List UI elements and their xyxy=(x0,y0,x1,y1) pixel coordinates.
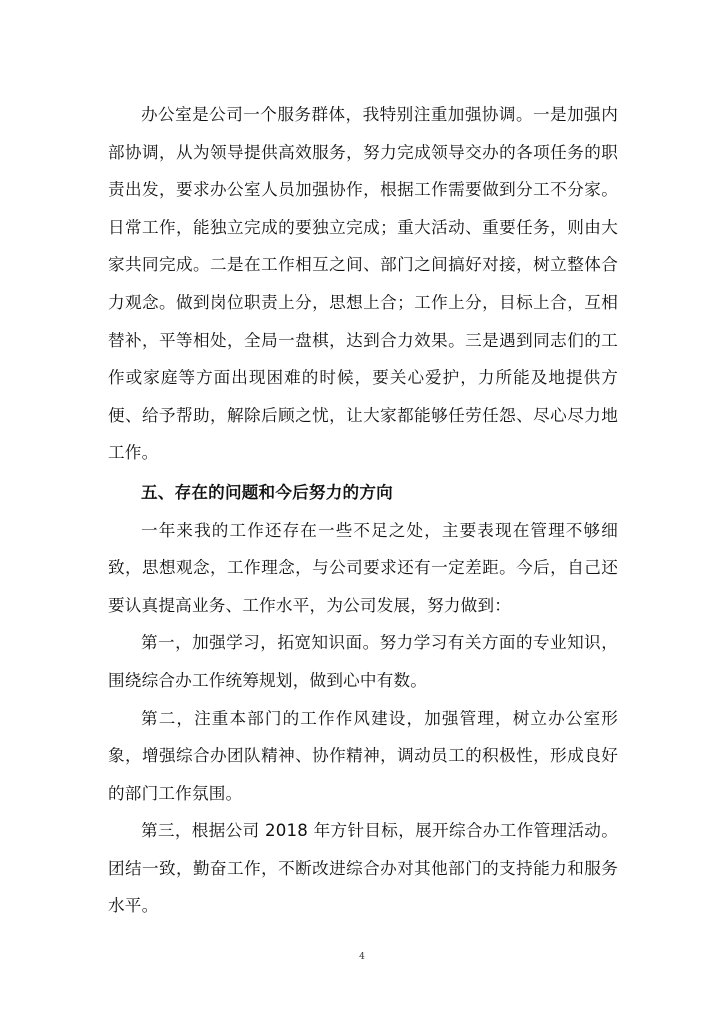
paragraph-item-third: 第三，根据公司 2018 年方针目标，展开综合办工作管理活动。团结一致，勤奋工作，不断改进综合办对其他部门的支持能力和服务水平。 xyxy=(108,821,618,916)
section-heading: 五、存在的问题和今后努力的方向 xyxy=(141,482,393,502)
page-number: 4 xyxy=(359,952,365,962)
document-body xyxy=(108,96,618,925)
paragraph-item-first: 第一，加强学习，拓宽知识面。努力学习有关方面的专业知识，围绕综合办工作统筹规划，做到心中有数。 xyxy=(108,633,618,690)
paragraph-item-second: 第二，注重本部门的工作作风建设，加强管理，树立办公室形象，增强综合办团队精神、协作精神，调动员工的积极性，形成良好的部门工作氛围。 xyxy=(108,708,618,803)
paragraph-shortcomings: 一年来我的工作还存在一些不足之处，主要表现在管理不够细致，思想观念，工作理念，与公司要求还有一定差距。今后，自己还要认真提高业务、工作水平，为公司发展，努力做到： xyxy=(108,520,618,615)
paragraph-coordination: 办公室是公司一个服务群体，我特别注重加强协调。一是加强内部协调，从为领导提供高效服务，努力完成领导交办的各项任务的职责出发，要求办公室人员加强协作，根据工作需要做到分工不分家。日常工作，能独立完成的要独立完成；重大活动、重要任务，则由大家共同完成。二是在工作相互之间、部门之间搞好对接，树立整体合力观念。做到岗位职责上分，思想上合；工作上分，目标上合，互相替补，平等相处，全局一盘棋，达到合力效果。三是遇到同志们的工作或家庭等方面出现困难的时候，要关心爱护，力所能及地提供方便、给予帮助，解除后顾之忧，让大家都能够任劳任怨、尽心尽力地工作。 xyxy=(108,105,618,463)
